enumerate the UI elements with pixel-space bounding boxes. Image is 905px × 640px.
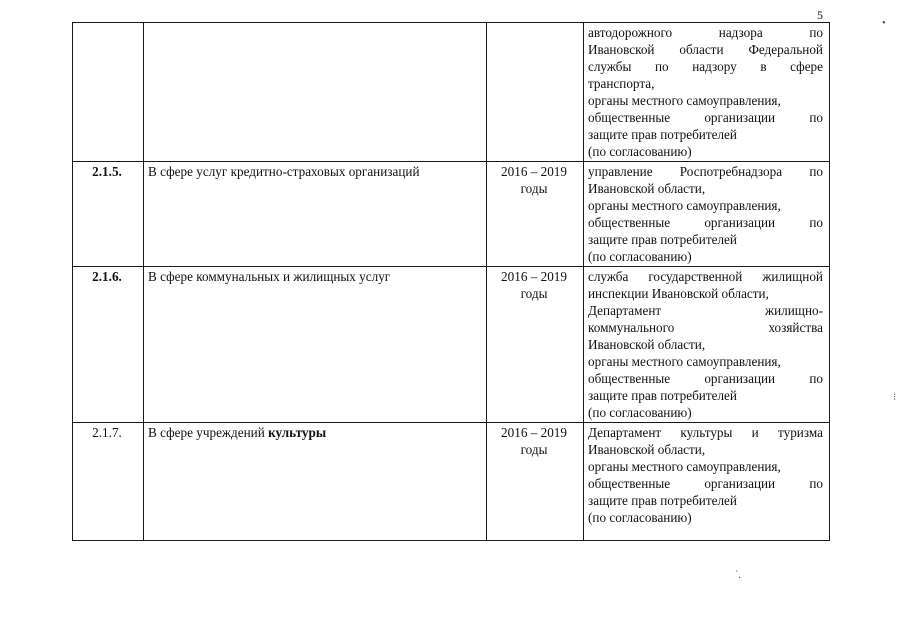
executor-line: защите прав потребителей — [588, 388, 737, 403]
scan-speck: • — [882, 18, 886, 29]
executor-line: органы местного самоуправления, — [588, 198, 781, 213]
item-name-cell — [144, 23, 487, 162]
executor-line: Департамент жилищно- — [588, 303, 823, 318]
executor-line: защите прав потребителей — [588, 232, 737, 247]
executor-line: общественные организации по — [588, 215, 823, 230]
item-name: В сфере услуг кредитно-страховых организаций — [148, 164, 420, 179]
executor-line: общественные организации по — [588, 476, 823, 491]
item-name-cell — [144, 267, 487, 423]
item-name: В сфере коммунальных и жилищных услуг — [148, 269, 391, 284]
item-name-bold: культуры — [268, 425, 327, 440]
executor-line: общественные организации по — [588, 371, 823, 386]
page-number: 5 — [817, 8, 823, 22]
period-cell — [487, 23, 584, 162]
executor-line: Ивановской области Федеральной — [588, 42, 823, 57]
executor-line: (по согласованию) — [588, 144, 692, 159]
measures-table — [72, 22, 830, 541]
table-row — [73, 267, 830, 423]
executor-line: (по согласованию) — [588, 510, 692, 525]
item-name: В сфере учреждений — [148, 425, 269, 440]
executor-line: Ивановской области, — [588, 337, 706, 352]
period-cell — [487, 162, 584, 267]
period-cell — [487, 267, 584, 423]
scan-speck: ⁝ — [893, 392, 897, 403]
executors-cell — [584, 23, 830, 162]
executors-cell — [584, 423, 830, 541]
executor-line: органы местного самоуправления, — [588, 459, 781, 474]
executor-line: (по согласованию) — [588, 405, 692, 420]
executor-line: общественные организации по — [588, 110, 823, 125]
table-row — [73, 162, 830, 267]
period-unit: годы — [520, 442, 548, 457]
executor-line: управление Роспотребнадзора по — [588, 164, 823, 179]
item-number-cell: 2.1.7. — [73, 423, 144, 541]
executors-cell — [584, 162, 830, 267]
item-name-cell — [144, 162, 487, 267]
period-cell — [487, 423, 584, 541]
executor-line: Ивановской области, — [588, 442, 706, 457]
executor-line: органы местного самоуправления, — [588, 354, 781, 369]
item-name-cell — [144, 423, 487, 541]
executor-line: защите прав потребителей — [588, 493, 737, 508]
executors-cell — [584, 267, 830, 423]
period-years: 2016 – 2019 — [501, 425, 567, 440]
executor-line: служба государственной жилищной — [588, 269, 823, 284]
table-row — [73, 423, 830, 541]
executor-line: службы по надзору в сфере — [588, 59, 823, 74]
period-years: 2016 – 2019 — [501, 164, 567, 179]
executor-line: (по согласованию) — [588, 249, 692, 264]
period-unit: годы — [520, 181, 548, 196]
table-row — [73, 23, 830, 162]
item-number-cell: 2.1.5. — [73, 162, 144, 267]
period-unit: годы — [520, 286, 548, 301]
period-years: 2016 – 2019 — [501, 269, 567, 284]
executor-line: транспорта, — [588, 76, 655, 91]
executor-line: автодорожного надзора по — [588, 25, 823, 40]
executor-line: инспекции Ивановской области, — [588, 286, 769, 301]
executor-line: Департамент культуры и туризма — [588, 425, 823, 440]
item-number-cell: 2.1.6. — [73, 267, 144, 423]
executor-line: органы местного самоуправления, — [588, 93, 781, 108]
scan-speck: `. — [735, 570, 741, 581]
executor-line: коммунального хозяйства — [588, 320, 823, 335]
executor-line: Ивановской области, — [588, 181, 706, 196]
item-number-cell — [73, 23, 144, 162]
executor-line: защите прав потребителей — [588, 127, 737, 142]
